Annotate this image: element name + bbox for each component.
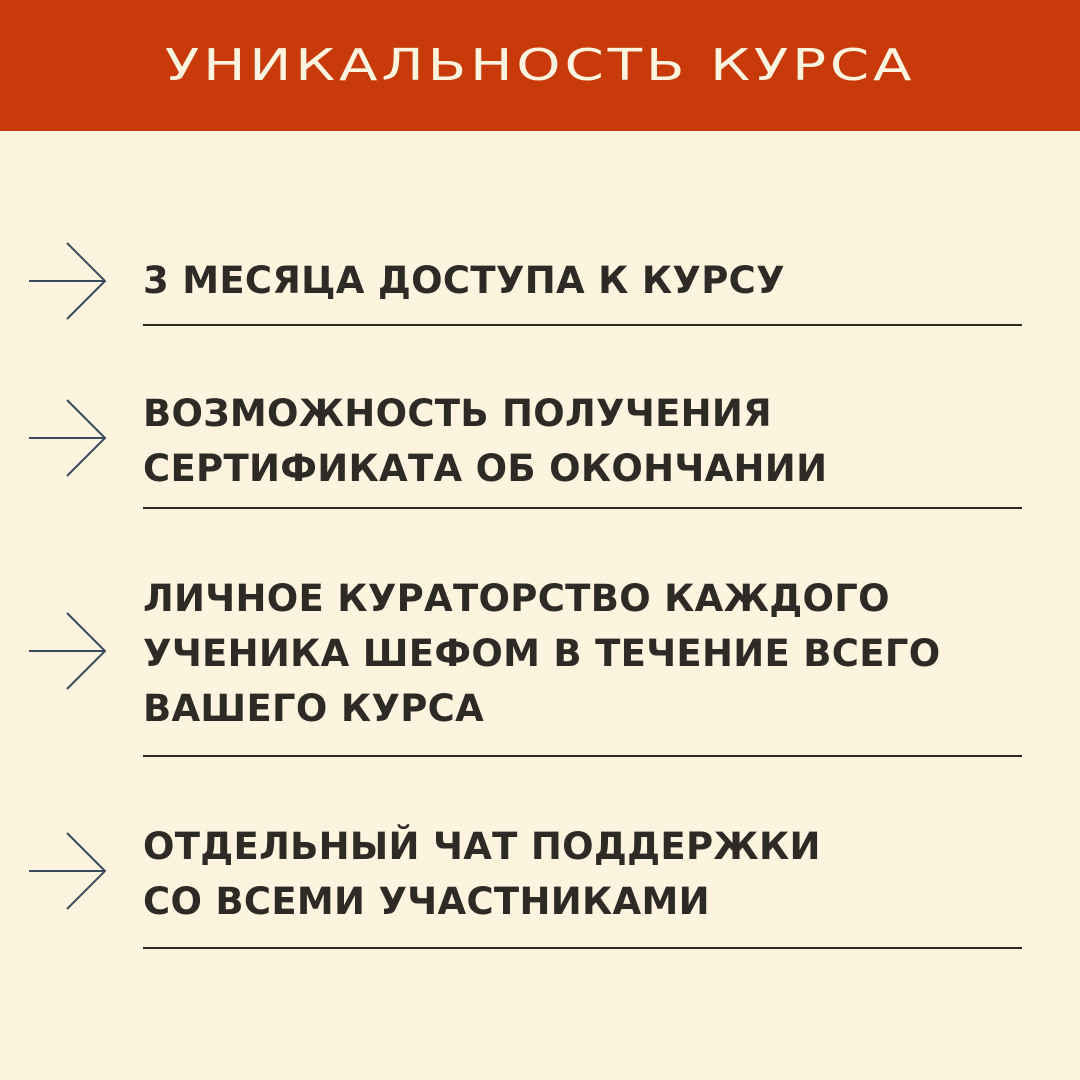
divider xyxy=(143,947,1022,949)
list-item-text: ЛИЧНОЕ КУРАТОРСТВО КАЖДОГО УЧЕНИКА ШЕФОМ В ТЕЧЕНИЕ ВСЕГО ВАШЕГО КУРСА xyxy=(143,577,941,730)
divider xyxy=(143,324,1022,326)
divider xyxy=(143,507,1022,509)
arrow-right-icon xyxy=(27,611,109,691)
arrow-right-icon xyxy=(27,831,109,911)
arrow-right-icon xyxy=(27,241,109,321)
header-bar xyxy=(0,0,1080,131)
list-item-text: 3 МЕСЯЦА ДОСТУПА К КУРСУ xyxy=(143,259,785,302)
list-item-text: ВОЗМОЖНОСТЬ ПОЛУЧЕНИЯ СЕРТИФИКАТА ОБ ОКОНЧАНИИ xyxy=(143,392,828,490)
arrow-right-icon xyxy=(27,398,109,478)
divider xyxy=(143,755,1022,757)
list-item-text: ОТДЕЛЬНЫЙ ЧАТ ПОДДЕРЖКИ СО ВСЕМИ УЧАСТНИКАМИ xyxy=(143,825,821,923)
page-title: УНИКАЛЬНОСТЬ КУРСА xyxy=(164,39,916,91)
